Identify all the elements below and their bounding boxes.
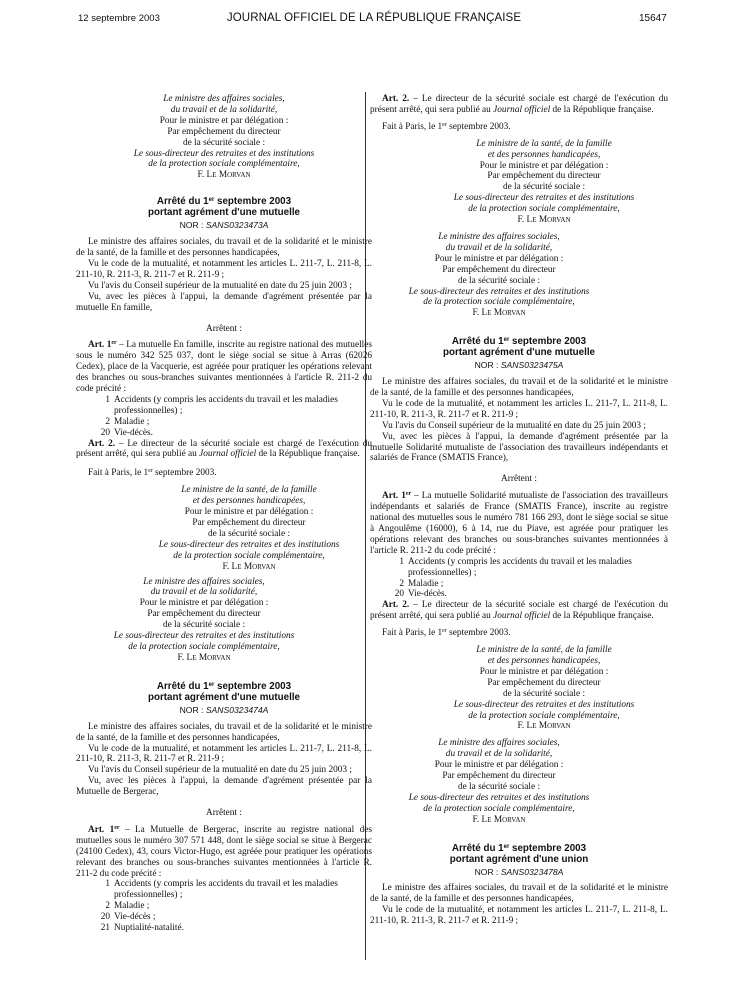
signature-block: Le ministre des affaires sociales, du travail et de la solidarité, Pour le ministre et par délégation : Par empêchement du directeur de la sécurité sociale : Le sous-directeur des retraites et des institutions de la protection sociale complémentaire, F. Le Morvan — [113, 576, 295, 663]
arrete-en-famille — [76, 195, 372, 664]
visa-ministre: Le ministre des affaires sociales, du travail et de la solidarité et le ministre de la santé, de la famille et des personnes handicapées, — [370, 377, 668, 399]
arrete-title: Arrêté du 1er septembre 2003 portant agrément d'une union — [449, 842, 589, 865]
signature-block: Le ministre des affaires sociales, du travail et de la solidarité, Pour le ministre et par délégation : Par empêchement du directeur de la sécurité sociale : Le sous-directeur des retraites et des institutions de la protection sociale complémentaire, F. Le Morvan — [408, 231, 590, 319]
article-2: Art. 2. – Le directeur de la sécurité sociale est chargé de l'exécution du présent arrêté, qui sera publié au Journal officiel de la République française. — [76, 438, 373, 460]
arrete-bergerac — [76, 680, 372, 934]
header-date: 12 septembre 2003 — [78, 13, 160, 24]
list-item: 2 Maladie ; — [105, 416, 150, 427]
visa-code: Vu le code de la mutualité, et notamment les articles L. 211-7, L. 211-8, L. 211-10, R. 211-3, R. 211-7 et R. 211-9 ; — [76, 743, 372, 765]
nor-reference: NOR : SANS0323474A — [179, 704, 269, 715]
arrete-title: Arrêté du 1er septembre 2003 portant agrément d'une mutuelle — [147, 196, 301, 219]
arretent: Arrêtent : — [206, 808, 242, 819]
nor-reference: NOR : SANS0323478A — [474, 866, 564, 877]
article-2: Art. 2. – Le directeur de la sécurité sociale est chargé de l'exécution du présent arrêté, qui sera publié au Journal officiel de la République française. — [370, 94, 669, 115]
list-item: 20 Vie-décès. — [394, 589, 447, 600]
arrete-smatis — [370, 335, 668, 825]
branch-list — [76, 879, 372, 934]
fait-a-paris: Fait à Paris, le 1er septembre 2003. — [382, 628, 511, 639]
list-item: 21 Nuptialité-natalité. — [100, 923, 184, 934]
signature-block: Le ministre des affaires sociales, du travail et de la solidarité, Pour le ministre et par délégation : Par empêchement du directeur de la sécurité sociale : Le sous-directeur des retraites et des institutions de la protection sociale complémentaire, F. Le Morvan — [133, 94, 315, 181]
arrete-union — [370, 842, 668, 928]
signature-block: Le ministre de la santé, de la famille et des personnes handicapées, Pour le ministre et par délégation : Par empêchement du directeur de la sécurité sociale : Le sous-directeur des retraites et des institutions de la protection sociale complémentaire, F. Le Morvan — [453, 645, 635, 732]
visa-conseil: Vu l'avis du Conseil supérieur de la mutualité en date du 25 juin 2003 ; — [88, 280, 352, 291]
signature-block: Le ministre des affaires sociales, du travail et de la solidarité, Pour le ministre et par délégation : Par empêchement du directeur de la sécurité sociale : Le sous-directeur des retraites et des institutions de la protection sociale complémentaire, F. Le Morvan — [408, 738, 590, 825]
arretent: Arrêtent : — [206, 323, 242, 334]
visa-pieces: Vu, avec les pièces à l'appui, la demande d'agrément présentée par la Mutuelle de Bergerac, — [76, 776, 372, 798]
list-item: 1 Accidents (y compris les accidents du travail et les maladies professionnelles) ; — [399, 556, 632, 578]
visa-conseil: Vu l'avis du Conseil supérieur de la mutualité en date du 25 juin 2003 ; — [382, 420, 646, 431]
visa-code: Vu le code de la mutualité, et notamment les articles L. 211-7, L. 211-8, L. 211-10, R. 211-3, R. 211-7 et R. 211-9 ; — [370, 398, 668, 420]
nor-reference: NOR : SANS0323475A — [474, 360, 564, 371]
nor-reference: NOR : SANS0323473A — [179, 220, 269, 231]
arretent: Arrêtent : — [501, 474, 537, 485]
signature-block: Le ministre de la santé, de la famille et des personnes handicapées, Pour le ministre et par délégation : Par empêchement du directeur de la sécurité sociale : Le sous-directeur des retraites et des institutions de la protection sociale complémentaire, F. Le Morvan — [158, 485, 340, 572]
article-1: Art. 1er – La mutuelle En famille, inscrite au registre national des mutuelles sous le numéro 342 525 037, dont le siège social se situe à Arras (62026 Cedex), place de la Vacquerie, est agréée pour pratiquer les opérations relevant des branches ou sous-branches suivantes mentionnées à l'article R. 211-2 du code précité : — [76, 340, 372, 395]
journal-title: JOURNAL OFFICIEL DE LA RÉPUBLIQUE FRANÇAISE — [226, 12, 522, 24]
list-item: 20 Vie-décès. — [100, 427, 153, 438]
list-item: 1 Accidents (y compris les accidents du travail et les maladies professionnelles) ; — [105, 394, 338, 416]
list-item: 1 Accidents (y compris les accidents du travail et les maladies professionnelles) ; — [105, 879, 338, 901]
list-item: 2 Maladie ; — [399, 578, 444, 589]
branch-list — [370, 557, 668, 601]
left-column — [76, 94, 372, 934]
visa-pieces: Vu, avec les pièces à l'appui, la demande d'agrément présentée par la mutuelle Solidarité mutualiste de l'association des travailleurs indépendants et salariés de France (SMATIS France), — [370, 431, 668, 464]
list-item: 2 Maladie ; — [105, 901, 150, 912]
list-item: 20 Vie-décès ; — [100, 912, 156, 923]
signature-block: Le ministre de la santé, de la famille et des personnes handicapées, Pour le ministre et par délégation : Par empêchement du directeur de la sécurité sociale : Le sous-directeur des retraites et des institutions de la protection sociale complémentaire, F. Le Morvan — [453, 138, 635, 226]
branch-list — [76, 395, 372, 439]
visa-code: Vu le code de la mutualité, et notamment les articles L. 211-7, L. 211-8, L. 211-10, R. 211-3, R. 211-7 et R. 211-9 ; — [370, 905, 668, 927]
visa-ministre: Le ministre des affaires sociales, du travail et de la solidarité et le ministre de la santé, de la famille et des personnes handicapées, — [370, 883, 668, 905]
visa-ministre: Le ministre des affaires sociales, du travail et de la solidarité et le ministre de la santé, de la famille et des personnes handicapées, — [76, 237, 372, 259]
visa-code: Vu le code de la mutualité, et notamment les articles L. 211-7, L. 211-8, L. 211-10, R. 211-3, R. 211-7 et R. 211-9 ; — [76, 258, 372, 280]
article-1: Art. 1er – La mutuelle Solidarité mutualiste de l'association des travailleurs indépendants et salariés de France (SMATIS France), inscrite au registre national des mutuelles sous le numéro 781 166 293, dont le siège social se situe à Angoulême (16000), 6 à 14, rue du Piave, est agréée pour pratiquer les opérations relevant des branches ou sous-branches suivantes mentionnées à l'article R. 211-2 du code précité : — [370, 491, 668, 556]
visa-pieces: Vu, avec les pièces à l'appui, la demande d'agrément présentée par la mutuelle En famille, — [76, 291, 372, 313]
article-2: Art. 2. – Le directeur de la sécurité sociale est chargé de l'exécution du présent arrêté, qui sera publié au Journal officiel de la République française. — [370, 600, 669, 622]
fait-a-paris: Fait à Paris, le 1er septembre 2003. — [382, 121, 511, 132]
page-number: 15647 — [639, 13, 667, 24]
visa-conseil: Vu l'avis du Conseil supérieur de la mutualité en date du 25 juin 2003 ; — [88, 765, 352, 776]
fait-a-paris: Fait à Paris, le 1er septembre 2003. — [88, 468, 217, 479]
right-column — [370, 94, 668, 927]
page-header — [0, 0, 748, 40]
article-1: Art. 1er – La Mutuelle de Bergerac, inscrite au registre national des mutuelles sous le numéro 307 571 448, dont le siège social se situe à Bergerac (24100 Cedex), 43, cours Victor-Hugo, est agréée pour pratiquer les opérations relevant des branches ou sous-branches suivantes mentionnées à l'article R. 211-2 du code précité : — [76, 824, 372, 879]
arrete-title: Arrêté du 1er septembre 2003 portant agrément d'une mutuelle — [442, 336, 596, 359]
arrete-title: Arrêté du 1er septembre 2003 portant agrément d'une mutuelle — [147, 680, 301, 703]
visa-ministre: Le ministre des affaires sociales, du travail et de la solidarité et le ministre de la santé, de la famille et des personnes handicapées, — [76, 721, 372, 743]
